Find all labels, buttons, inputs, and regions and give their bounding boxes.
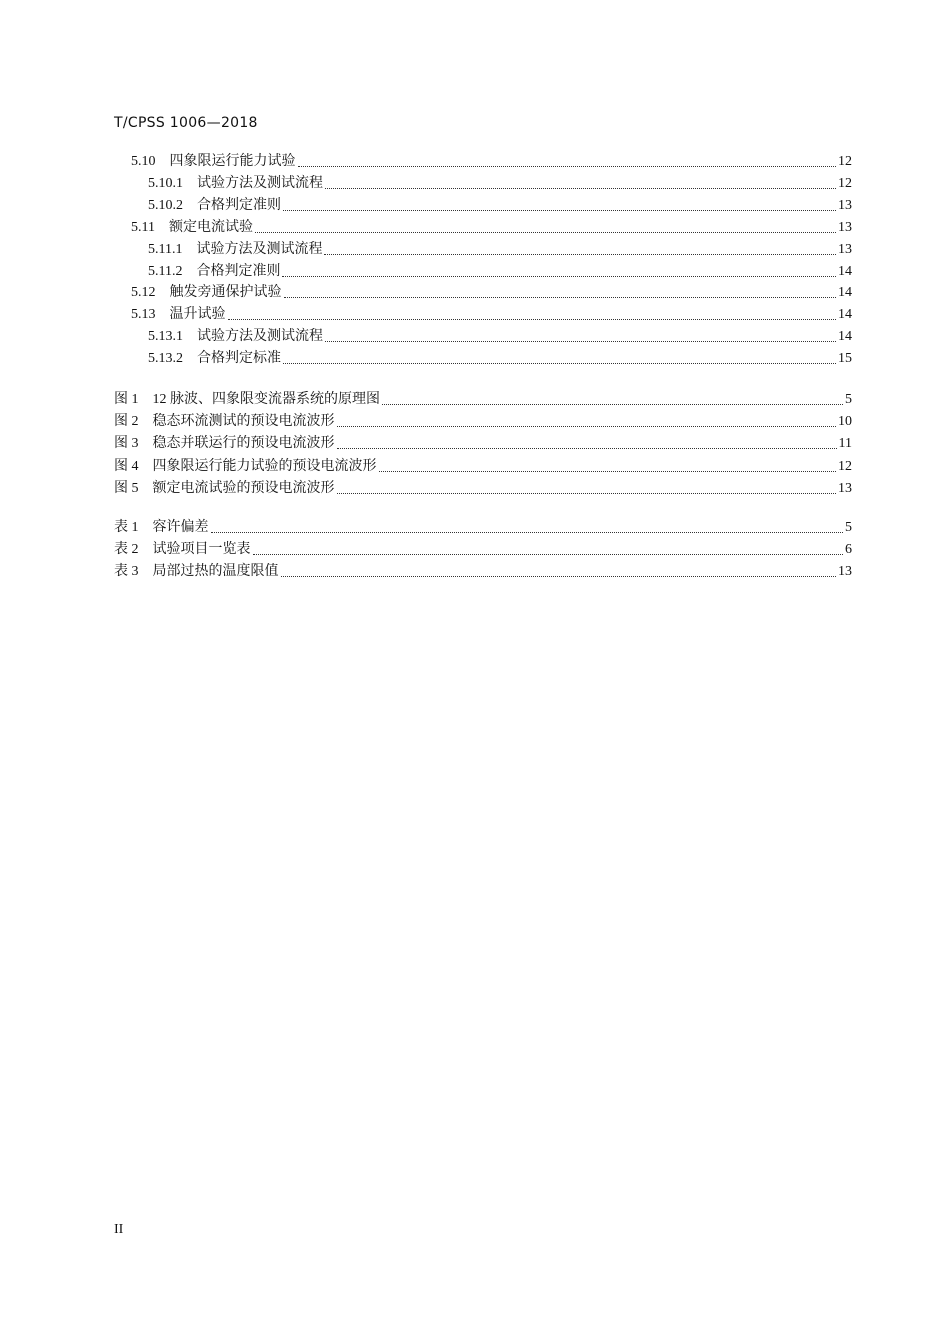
dot-leader — [325, 326, 836, 342]
toc-entry[interactable] — [148, 326, 852, 348]
entry-number: 图 3 — [114, 436, 139, 452]
entry-number: 5.13.1 — [148, 329, 183, 345]
dot-leader — [283, 195, 836, 211]
entry-page-number: 13 — [838, 480, 852, 496]
entry-page-number: 13 — [838, 241, 852, 257]
toc-entry[interactable] — [148, 239, 852, 261]
document-code-header: T/CPSS 1006—2018 — [114, 115, 258, 131]
dot-leader — [379, 456, 837, 472]
toc-entry[interactable] — [131, 151, 852, 173]
entry-page-number: 12 — [838, 175, 852, 191]
table-entry[interactable] — [114, 561, 852, 583]
toc-entry[interactable] — [148, 348, 852, 370]
dot-leader — [337, 478, 837, 494]
entry-page-number: 13 — [838, 219, 852, 235]
toc-entry[interactable] — [148, 261, 852, 283]
entry-page-number: 5 — [845, 520, 852, 535]
dot-leader — [382, 389, 843, 405]
entry-number: 5.11.2 — [148, 263, 183, 279]
entry-title: 合格判定准则 — [197, 197, 281, 213]
page-number-footer: II — [114, 1222, 124, 1237]
entry-page-number: 6 — [845, 542, 852, 557]
entry-page-number: 14 — [838, 329, 852, 345]
figure-entry[interactable] — [114, 433, 852, 455]
entry-title: 四象限运行能力试验的预设电流波形 — [152, 458, 377, 474]
dot-leader — [284, 282, 837, 298]
entry-title: 局部过热的温度限值 — [152, 564, 279, 579]
toc-entry[interactable] — [131, 217, 852, 239]
dot-leader — [337, 433, 837, 449]
entry-page-number: 5 — [845, 392, 852, 407]
entry-page-number: 11 — [838, 436, 852, 452]
toc-entry[interactable] — [131, 282, 852, 304]
entry-number: 5.13.2 — [148, 351, 183, 367]
entry-title: 合格判定准则 — [196, 263, 281, 279]
dot-leader — [298, 151, 837, 167]
figure-entry[interactable] — [114, 389, 852, 411]
entry-page-number: 14 — [838, 307, 852, 323]
figure-entry[interactable] — [114, 478, 852, 500]
entry-number: 5.10.2 — [148, 197, 183, 213]
entry-number: 5.10 — [131, 154, 156, 169]
entry-title: 合格判定标准 — [197, 351, 281, 367]
dot-leader — [337, 411, 837, 427]
entry-number: 表 3 — [114, 564, 139, 579]
table-entry[interactable] — [114, 539, 852, 561]
entry-title: 试验方法及测试流程 — [197, 329, 323, 345]
entry-number: 图 4 — [114, 458, 139, 474]
entry-title: 温升试验 — [169, 307, 226, 323]
entry-title: 额定电流试验 — [168, 219, 253, 235]
entry-title: 试验方法及测试流程 — [197, 175, 323, 191]
entry-number: 图 1 — [114, 392, 139, 407]
entry-title: 12 脉波、四象限变流器系统的原理图 — [152, 392, 380, 407]
entry-number: 图 2 — [114, 414, 139, 430]
entry-title: 稳态并联运行的预设电流波形 — [152, 436, 335, 452]
entry-title: 试验项目一览表 — [152, 542, 251, 557]
dot-leader — [283, 348, 836, 364]
entry-title: 四象限运行能力试验 — [169, 154, 296, 169]
entry-title: 容许偏差 — [152, 520, 209, 535]
dot-leader — [228, 304, 837, 320]
entry-number: 表 2 — [114, 542, 139, 557]
entry-number: 5.13 — [131, 307, 156, 323]
entry-page-number: 12 — [838, 154, 852, 169]
toc-entry[interactable] — [148, 173, 852, 195]
entry-title: 试验方法及测试流程 — [196, 241, 323, 257]
dot-leader — [255, 217, 836, 233]
entry-page-number: 12 — [838, 458, 852, 474]
dot-leader — [325, 173, 836, 189]
entry-page-number: 13 — [838, 564, 852, 579]
dot-leader — [281, 561, 837, 577]
entry-page-number: 10 — [838, 414, 852, 430]
entry-number: 5.11 — [131, 219, 155, 235]
figure-entry[interactable] — [114, 456, 852, 478]
entry-title: 稳态环流测试的预设电流波形 — [152, 414, 335, 430]
entry-title: 额定电流试验的预设电流波形 — [152, 480, 335, 496]
table-entry[interactable] — [114, 517, 852, 539]
entry-page-number: 15 — [838, 351, 852, 367]
toc-entry[interactable] — [148, 195, 852, 217]
toc-entry[interactable] — [131, 304, 852, 326]
entry-number: 图 5 — [114, 480, 139, 496]
entry-number: 5.11.1 — [148, 241, 183, 257]
dot-leader — [211, 517, 844, 533]
dot-leader — [253, 539, 844, 555]
entry-number: 5.12 — [131, 285, 156, 301]
entry-number: 5.10.1 — [148, 175, 183, 191]
entry-number: 表 1 — [114, 520, 139, 535]
figure-entry[interactable] — [114, 411, 852, 433]
dot-leader — [324, 239, 836, 255]
dot-leader — [282, 261, 836, 277]
entry-title: 触发旁通保护试验 — [169, 285, 282, 301]
entry-page-number: 13 — [838, 197, 852, 213]
entry-page-number: 14 — [838, 285, 852, 301]
entry-page-number: 14 — [838, 263, 852, 279]
